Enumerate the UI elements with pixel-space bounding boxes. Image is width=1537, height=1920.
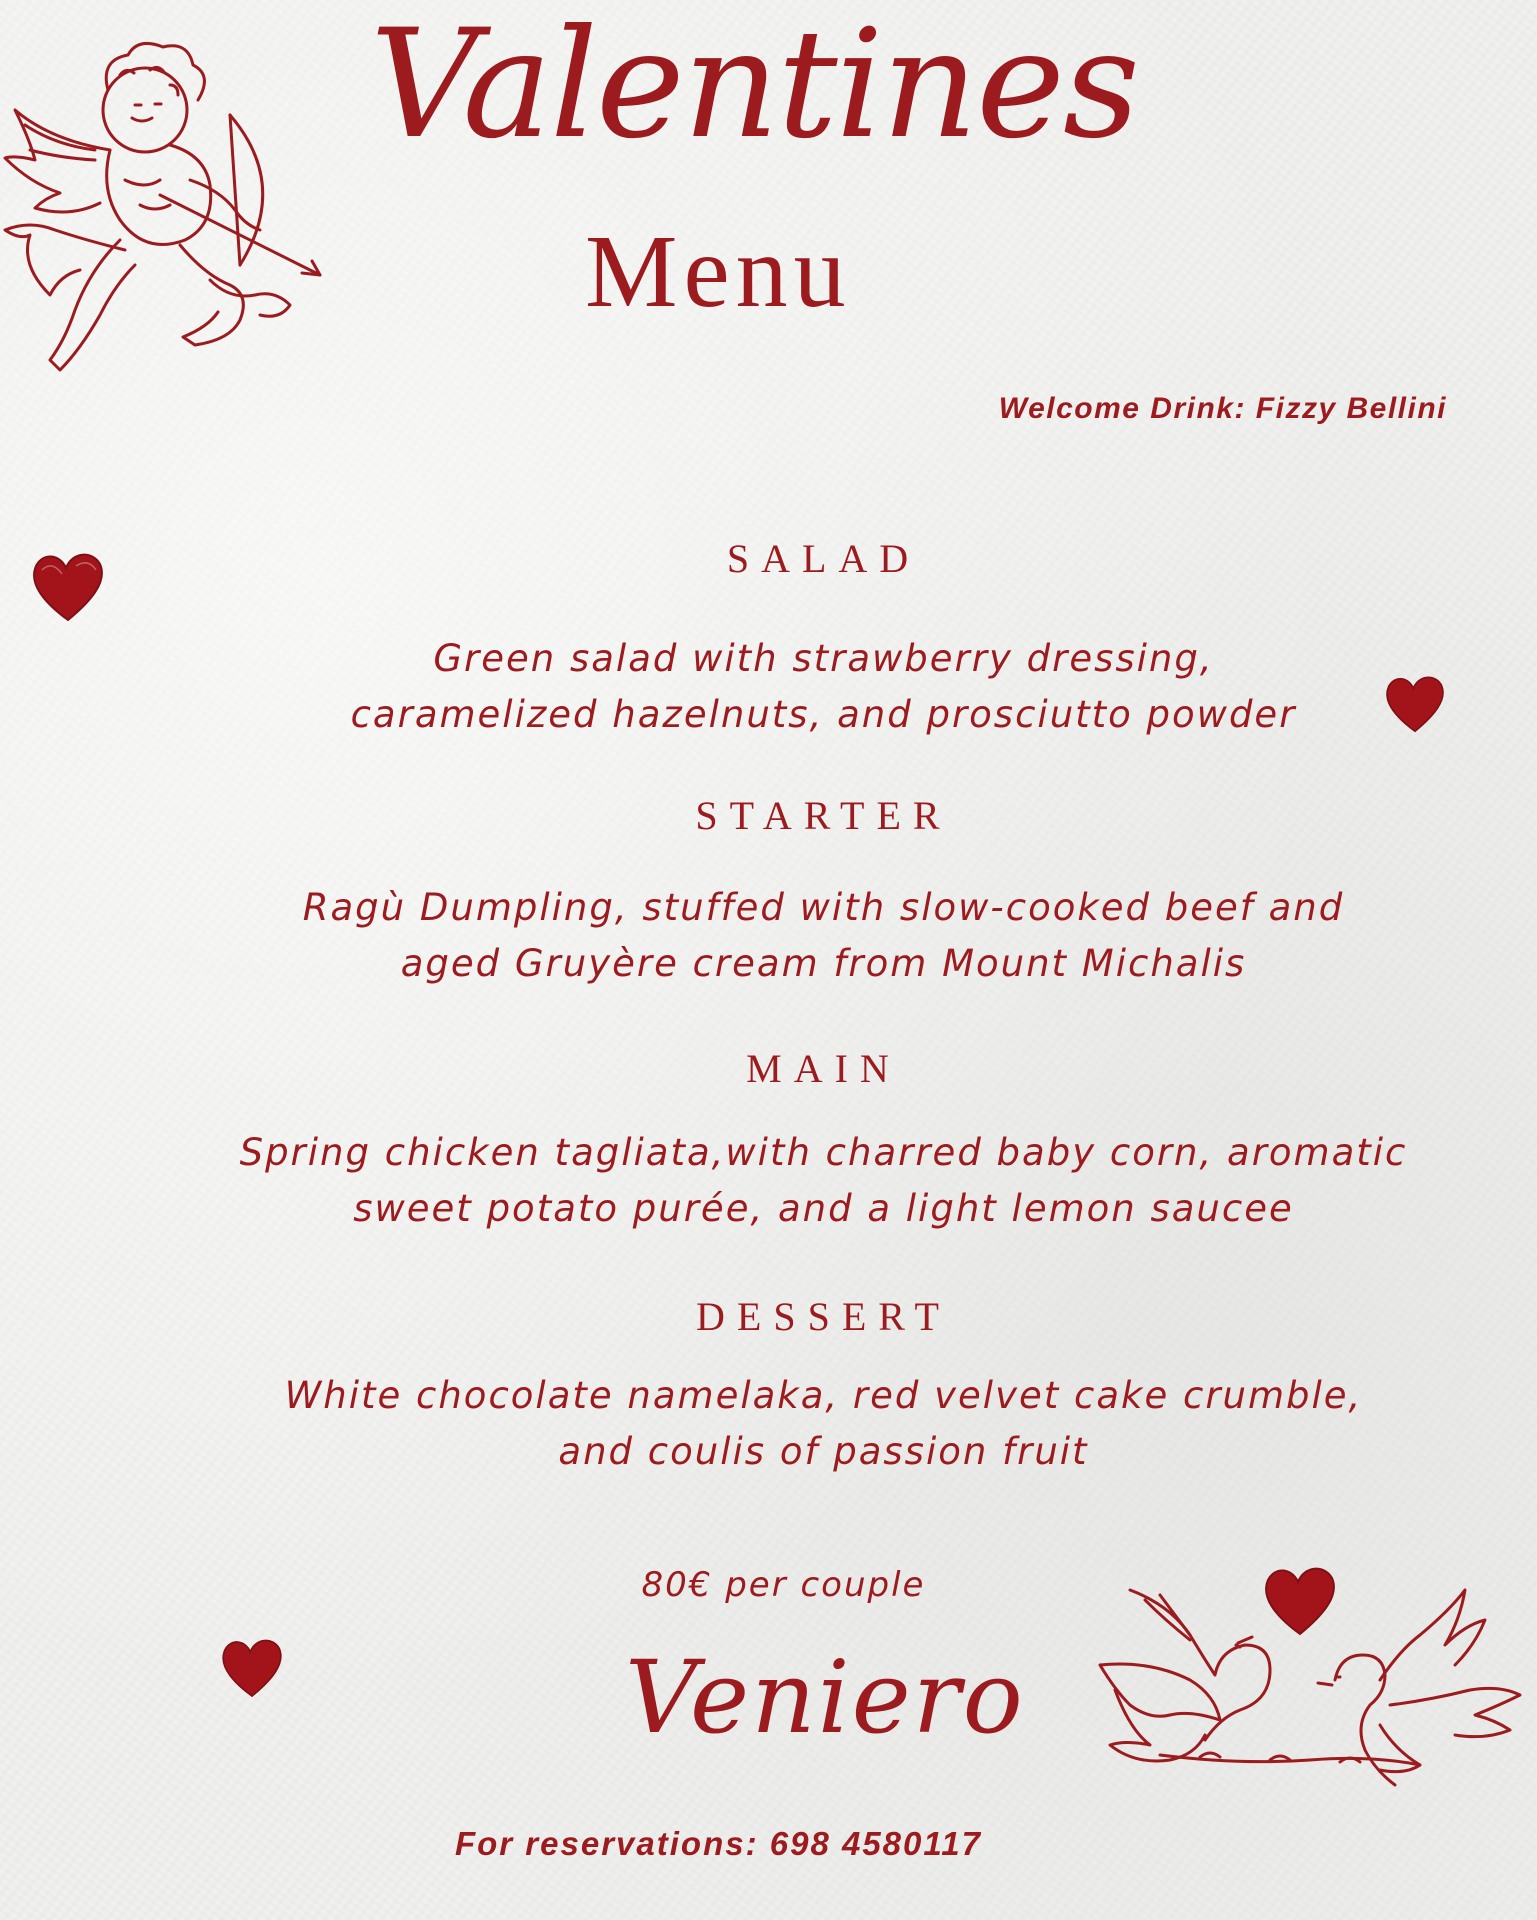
- description-line: Spring chicken tagliata,with charred baby corn, aromatic: [239, 1131, 1408, 1174]
- section-description-main: [0, 1125, 1537, 1237]
- section-heading-dessert: DESSERT: [696, 1294, 951, 1339]
- title-script: Valentines: [370, 0, 1138, 172]
- section-heading-starter: STARTER: [695, 793, 952, 838]
- heart-icon: [218, 1632, 286, 1704]
- description-line: and coulis of passion fruit: [558, 1430, 1089, 1473]
- description-line: caramelized hazelnuts, and prosciutto powder: [350, 693, 1297, 736]
- description-line: White chocolate namelaka, red velvet cake crumble,: [284, 1374, 1363, 1417]
- section-heading-salad: SALAD: [726, 536, 921, 581]
- cupid-illustration: [0, 30, 340, 420]
- description-line: Ragù Dumpling, stuffed with slow-cooked beef and: [302, 886, 1345, 929]
- page-title: Menu: [585, 214, 852, 329]
- section-heading-main: MAIN: [746, 1046, 901, 1091]
- price: 80€ per couple: [641, 1565, 926, 1605]
- section-description-dessert: [0, 1368, 1537, 1480]
- section-description-starter: [0, 880, 1537, 992]
- description-line: Green salad with strawberry dressing,: [433, 637, 1214, 680]
- description-line: aged Gruyère cream from Mount Michalis: [400, 942, 1247, 985]
- restaurant-name: Veniero: [625, 1639, 1025, 1756]
- doves-illustration: [1090, 1585, 1530, 1795]
- section-description-salad: [0, 631, 1537, 743]
- reservations-contact: For reservations: 698 4580117: [454, 1825, 982, 1862]
- welcome-drink: Welcome Drink: Fizzy Bellini: [998, 392, 1447, 425]
- description-line: sweet potato purée, and a light lemon saucee: [353, 1187, 1294, 1230]
